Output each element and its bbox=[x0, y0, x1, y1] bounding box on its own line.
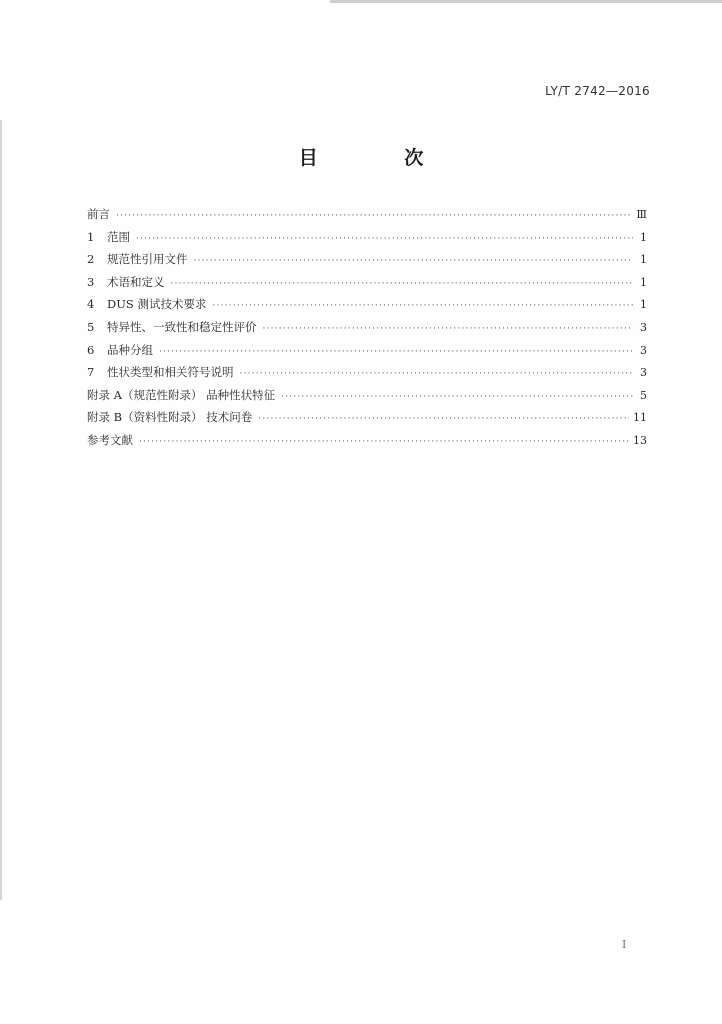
toc-entry-page: 3 bbox=[640, 320, 647, 334]
toc-entry-label: 附录 A（规范性附录） 品种性状特征 bbox=[87, 387, 276, 402]
toc-entry-foreword[interactable] bbox=[87, 203, 647, 226]
toc-entry-page: Ⅲ bbox=[636, 208, 647, 221]
page-title: 目 次 bbox=[298, 147, 464, 169]
toc-entry-page: 1 bbox=[640, 253, 647, 267]
toc-entry-label: 附录 B（资料性附录） 技术问卷 bbox=[87, 410, 253, 425]
toc-entry-label: 前言 bbox=[87, 207, 110, 221]
toc-leader-dots bbox=[171, 273, 634, 296]
scan-edge-top bbox=[330, 0, 722, 3]
toc-entry-variety-grouping[interactable] bbox=[87, 339, 647, 362]
toc-entry-number: 7 bbox=[87, 365, 95, 380]
toc-entry-normative-references[interactable] bbox=[87, 248, 647, 271]
toc-entry-page: 1 bbox=[640, 275, 647, 289]
toc-leader-dots bbox=[136, 228, 633, 251]
page-number: I bbox=[622, 938, 627, 951]
toc-leader-dots bbox=[281, 386, 633, 409]
toc-entry-appendix-b[interactable] bbox=[87, 406, 647, 429]
toc-entry-page: 5 bbox=[640, 388, 647, 402]
toc-entry-label: 术语和定义 bbox=[107, 274, 165, 289]
toc-leader-dots bbox=[240, 363, 634, 386]
toc-entry-label: 范围 bbox=[107, 229, 130, 244]
toc-entry-number: 6 bbox=[87, 342, 95, 357]
toc-entry-number: 1 bbox=[87, 229, 95, 244]
toc-entry-label: DUS 测试技术要求 bbox=[107, 297, 207, 312]
toc-entry-number: 5 bbox=[87, 319, 95, 334]
toc-leader-dots bbox=[263, 318, 634, 341]
toc-entry-label: 参考文献 bbox=[87, 432, 133, 447]
toc-leader-dots bbox=[116, 205, 632, 228]
toc-entry-label: 性状类型和相关符号说明 bbox=[107, 365, 234, 380]
toc-leader-dots bbox=[139, 431, 629, 454]
toc-entry-page: 3 bbox=[640, 343, 647, 357]
toc-entry-page: 1 bbox=[640, 230, 647, 244]
toc-entry-label: 品种分组 bbox=[107, 342, 153, 357]
toc-leader-dots bbox=[258, 408, 629, 431]
toc-entry-page: 1 bbox=[640, 298, 647, 312]
toc-entry-number: 2 bbox=[87, 252, 95, 267]
toc-entry-evaluation[interactable] bbox=[87, 316, 647, 339]
toc-entry-dus-requirements[interactable] bbox=[87, 293, 647, 316]
toc-entry-scope[interactable] bbox=[87, 226, 647, 249]
scan-edge-left bbox=[0, 120, 2, 900]
table-of-contents bbox=[87, 203, 647, 452]
toc-entry-page: 13 bbox=[633, 433, 647, 447]
toc-entry-appendix-a[interactable] bbox=[87, 384, 647, 407]
toc-entry-label: 特异性、一致性和稳定性评价 bbox=[107, 319, 257, 334]
toc-entry-page: 11 bbox=[633, 411, 647, 425]
toc-leader-dots bbox=[212, 295, 633, 318]
toc-entry-trait-types[interactable] bbox=[87, 361, 647, 384]
toc-leader-dots bbox=[159, 341, 633, 364]
toc-entry-bibliography[interactable] bbox=[87, 429, 647, 452]
toc-entry-number: 3 bbox=[87, 274, 95, 289]
toc-leader-dots bbox=[194, 250, 634, 273]
toc-entry-terms-definitions[interactable] bbox=[87, 271, 647, 294]
standard-code: LY/T 2742—2016 bbox=[545, 84, 650, 98]
toc-entry-label: 规范性引用文件 bbox=[107, 252, 188, 267]
toc-entry-page: 3 bbox=[640, 366, 647, 380]
toc-entry-number: 4 bbox=[87, 297, 95, 312]
